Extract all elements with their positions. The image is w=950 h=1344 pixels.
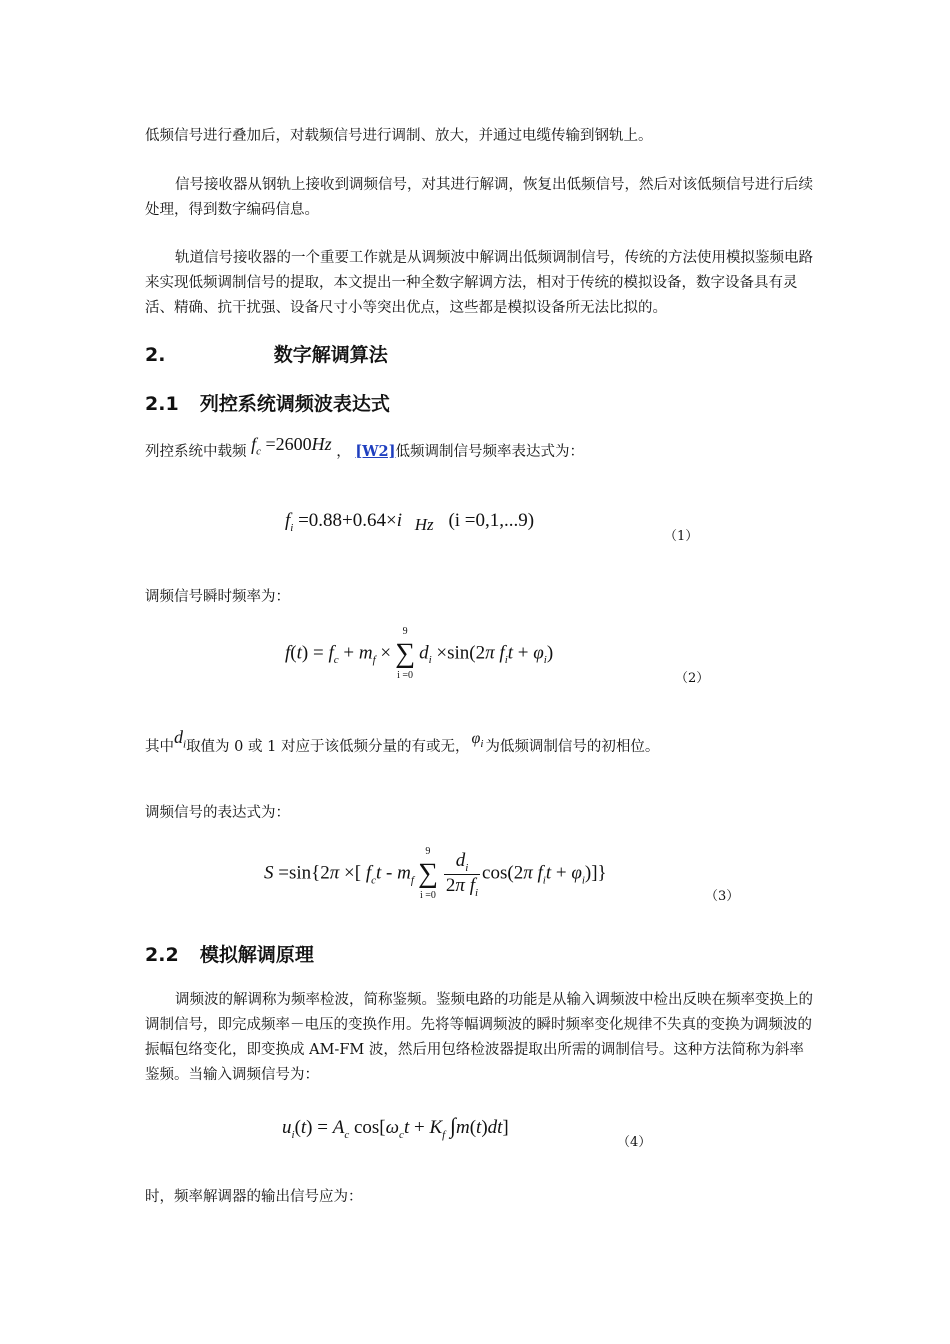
instantaneous-frequency-label: 调频信号瞬时频率为： [145, 589, 290, 605]
heading-2-2 [145, 940, 314, 967]
paragraph-4: 调频波的解调称为频率检波，简称鉴频。鉴频电路的功能是从输入调频波中检出反映在频率变换上的调制信号，即完成频率－电压的变换作用。先将等幅调频波的瞬时频率变化规律不失真的变换为调频波的振幅包络变化，即变换成 AM-FM 波，然后用包络检波器提取出所需的调制信号。这种方法简称为斜率鉴频。当输入调频信号为： [145, 992, 813, 1083]
equation-4-number: （4） [617, 1135, 652, 1150]
heading-2-number: 2. [145, 344, 166, 366]
equation-2-number: （2） [675, 671, 710, 686]
reference-link-w2[interactable]: [W2] [355, 443, 396, 460]
equation-4: $u_i(t) = A_c$ $\cos[\omega_ct + K_f$ ∫m(t)dt] [282, 1113, 509, 1141]
equation-3: S =sin{2π ×[ $f_ct - m_f$ 9 ∑ i =0 $\frac{d_i}{2\pi f_i}$ cos(2π $f_it + \varphi_i$)]} [264, 846, 607, 902]
carrier-prefix: 列控系统中载频 [145, 444, 247, 460]
carrier-line [145, 434, 585, 464]
heading-2-title: 数字解调算法 [273, 344, 388, 366]
paragraph-1: 低频信号进行叠加后，对载频信号进行调制、放大，并通过电缆传输到钢轨上。 [145, 128, 653, 144]
heading-2-2-title: 模拟解调原理 [199, 944, 314, 966]
heading-2-1-title: 列控系统调频波表达式 [199, 393, 390, 415]
heading-2-1-number: 2.1 [145, 393, 179, 415]
carrier-formula: $f_c =2600Hz$ [251, 434, 332, 458]
carrier-comma: ， [336, 444, 351, 460]
heading-2 [145, 340, 388, 367]
output-label: 时，频率解调器的输出信号应为： [145, 1189, 363, 1205]
paragraph-3: 轨道信号接收器的一个重要工作就是从调频波中解调出低频调制信号，传统的方法使用模拟鉴频电路来实现低频调制信号的提取，本文提出一种全数字解调方法，相对于传统的模拟设备，数字设备具有灵活、精确、抗干扰强、设备尺寸小等突出优点，这些都是模拟设备所无法比拟的。 [145, 250, 813, 316]
heading-2-2-number: 2.2 [145, 944, 179, 966]
carrier-suffix: 低频调制信号频率表达式为： [395, 444, 585, 460]
heading-2-1 [145, 389, 390, 416]
paragraph-2: 信号接收器从钢轨上接收到调频信号，对其进行解调，恢复出低频信号，然后对该低频信号进行后续处理，得到数字编码信息。 [145, 177, 813, 218]
expression-label: 调频信号的表达式为： [145, 805, 290, 821]
di-description: 其中$d_i$取值为 0 或 1 对应于该低频分量的有或无， $\varphi_i$ 为低频调制信号的初相位。 [145, 727, 660, 755]
equation-1-number: （1） [664, 529, 699, 544]
equation-2: $f(t) = f_c + m_f$ × 9 ∑ i =0 $d_i \times\sin(2\pi$ $f_it + \varphi_i$) [285, 626, 554, 681]
equation-1: $f_i =0.88+0.64\times i$ Hz (i =0,1,...9) [285, 510, 535, 534]
equation-3-number: （3） [705, 889, 740, 904]
